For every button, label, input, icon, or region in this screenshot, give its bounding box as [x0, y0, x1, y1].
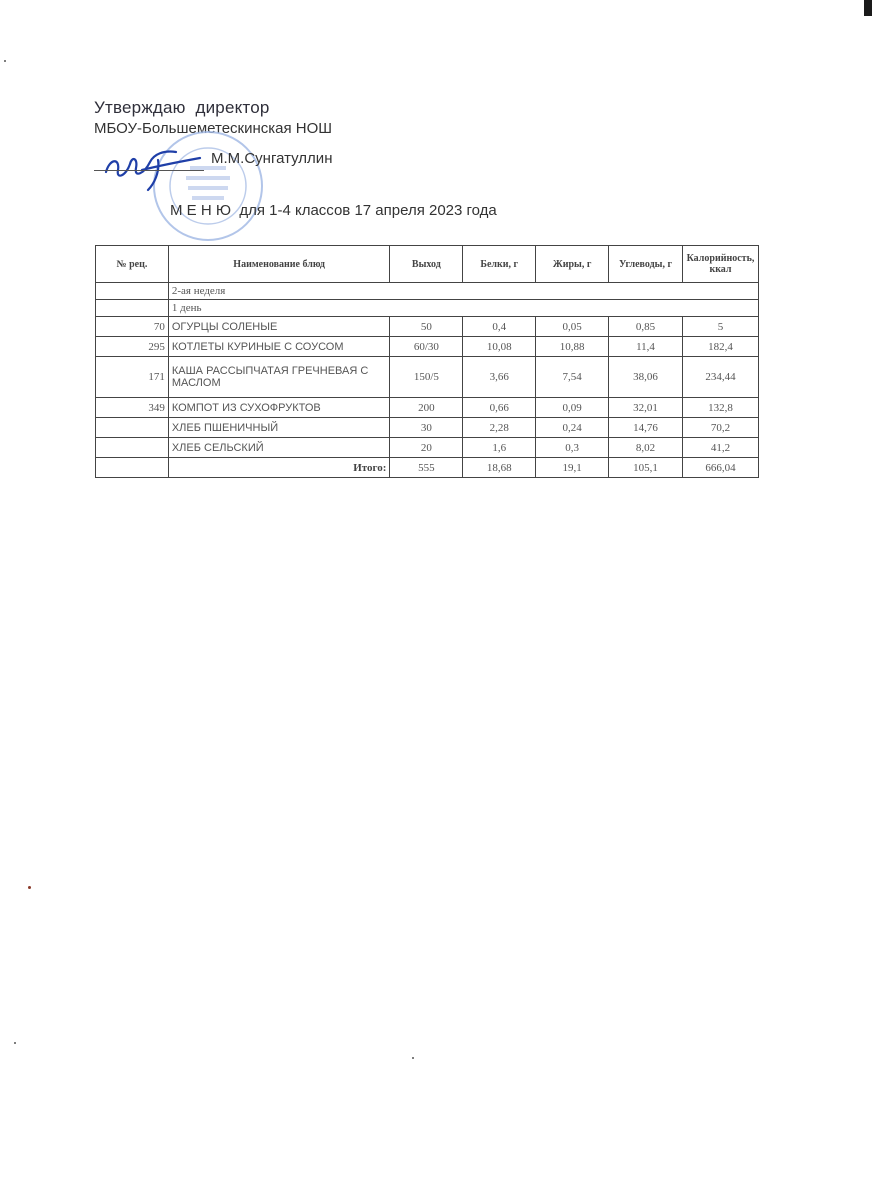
week-row [96, 283, 759, 300]
dish-name: КОМПОТ ИЗ СУХОФРУКТОВ [168, 398, 390, 418]
dish-protein: 0,4 [463, 317, 536, 337]
table-row [96, 438, 759, 458]
dish-fat: 7,54 [536, 357, 609, 398]
dish-yield: 60/30 [390, 337, 463, 357]
dish-kcal: 5 [682, 317, 758, 337]
table-row [96, 337, 759, 357]
dish-carbs: 14,76 [609, 418, 683, 438]
column-header-kcal: Калорийность, ккал [682, 246, 758, 283]
dish-carbs: 0,85 [609, 317, 683, 337]
total-kcal: 666,04 [682, 458, 758, 478]
scan-speck [28, 886, 31, 889]
director-signature [98, 140, 208, 195]
column-header-fat: Жиры, г [536, 246, 609, 283]
recipe-number: 171 [96, 357, 169, 398]
scan-speck [412, 1057, 414, 1059]
day-row [96, 300, 759, 317]
school-name: МБОУ-Большеметескинская НОШ [94, 120, 333, 137]
column-header-recipe: № рец. [96, 246, 169, 283]
dish-protein: 1,6 [463, 438, 536, 458]
column-header-dish: Наименование блюд [168, 246, 390, 283]
total-carbs: 105,1 [609, 458, 683, 478]
dish-yield: 150/5 [390, 357, 463, 398]
dish-protein: 0,66 [463, 398, 536, 418]
director-name: М.М.Сунгатуллин [211, 150, 333, 167]
week-label: 2-ая неделя [168, 283, 758, 300]
dish-fat: 10,88 [536, 337, 609, 357]
dish-yield: 200 [390, 398, 463, 418]
table-row [96, 357, 759, 398]
empty-cell [96, 300, 169, 317]
dish-fat: 0,05 [536, 317, 609, 337]
dish-kcal: 234,44 [682, 357, 758, 398]
scan-corner-mark [864, 0, 872, 16]
dish-fat: 0,3 [536, 438, 609, 458]
approval-title: Утверждаю директор [94, 98, 270, 117]
dish-kcal: 132,8 [682, 398, 758, 418]
recipe-number [96, 418, 169, 438]
dish-kcal: 182,4 [682, 337, 758, 357]
dish-carbs: 11,4 [609, 337, 683, 357]
table-header-row [96, 246, 759, 283]
menu-table [95, 245, 759, 478]
dish-protein: 2,28 [463, 418, 536, 438]
total-yield: 555 [390, 458, 463, 478]
menu-title: М Е Н Ю для 1-4 классов 17 апреля 2023 года [170, 202, 497, 219]
column-header-yield: Выход [390, 246, 463, 283]
empty-cell [96, 458, 169, 478]
dish-name: ХЛЕБ СЕЛЬСКИЙ [168, 438, 390, 458]
dish-kcal: 41,2 [682, 438, 758, 458]
dish-name: КАША РАССЫПЧАТАЯ ГРЕЧНЕВАЯ С МАСЛОМ [168, 357, 390, 398]
recipe-number: 295 [96, 337, 169, 357]
dish-name: ОГУРЦЫ СОЛЕНЫЕ [168, 317, 390, 337]
dish-fat: 0,24 [536, 418, 609, 438]
table-row [96, 398, 759, 418]
signature-line [94, 170, 204, 171]
dish-yield: 50 [390, 317, 463, 337]
recipe-number [96, 438, 169, 458]
dish-yield: 20 [390, 438, 463, 458]
total-fat: 19,1 [536, 458, 609, 478]
column-header-protein: Белки, г [463, 246, 536, 283]
total-protein: 18,68 [463, 458, 536, 478]
table-row [96, 418, 759, 438]
day-label: 1 день [168, 300, 758, 317]
scan-speck [14, 1042, 16, 1044]
dish-yield: 30 [390, 418, 463, 438]
dish-carbs: 32,01 [609, 398, 683, 418]
dish-carbs: 8,02 [609, 438, 683, 458]
scan-speck [4, 60, 6, 62]
dish-protein: 10,08 [463, 337, 536, 357]
dish-name: КОТЛЕТЫ КУРИНЫЕ С СОУСОМ [168, 337, 390, 357]
table-row [96, 317, 759, 337]
recipe-number: 349 [96, 398, 169, 418]
total-label: Итого: [168, 458, 390, 478]
empty-cell [96, 283, 169, 300]
recipe-number: 70 [96, 317, 169, 337]
dish-kcal: 70,2 [682, 418, 758, 438]
total-row [96, 458, 759, 478]
dish-protein: 3,66 [463, 357, 536, 398]
dish-carbs: 38,06 [609, 357, 683, 398]
column-header-carbs: Углеводы, г [609, 246, 683, 283]
dish-name: ХЛЕБ ПШЕНИЧНЫЙ [168, 418, 390, 438]
dish-fat: 0,09 [536, 398, 609, 418]
